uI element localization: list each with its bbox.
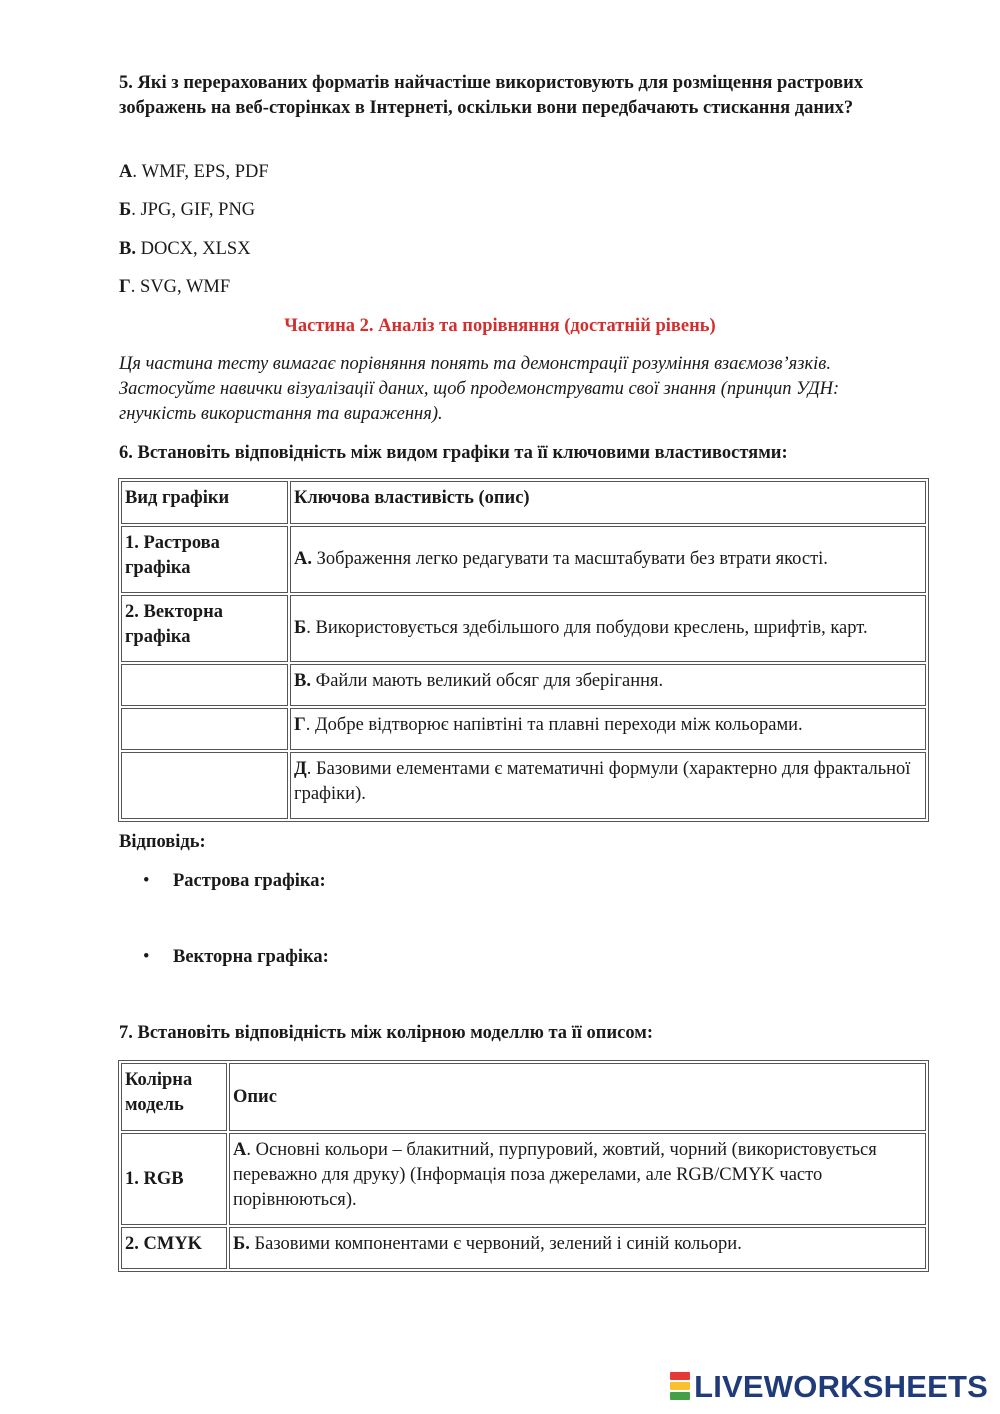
description-letter: А: [233, 1140, 247, 1160]
description-cell: [229, 1227, 926, 1269]
part-2-heading: Частина 2. Аналіз та порівняння (достатній рівень): [284, 316, 716, 336]
question-7-table: [118, 1060, 929, 1272]
property-cell: [290, 752, 926, 819]
property-text: . Базовими елементами є математичні формули (характерно для фрактальної графіки).: [294, 759, 911, 804]
graphic-type-cell: [121, 708, 288, 750]
property-text: Зображення легко редагувати та масштабувати без втрати якості.: [312, 549, 828, 569]
logo-text: LIVEWORKSHEETS: [694, 1368, 988, 1404]
graphic-type-cell: 2. Векторна графіка: [121, 595, 288, 662]
graphic-type-cell: [121, 752, 288, 819]
option-letter: Б: [119, 200, 132, 220]
header-cell: Вид графіки: [121, 481, 288, 524]
option-text: DOCX, XLSX: [135, 239, 251, 259]
option-text: . SVG, WMF: [130, 277, 231, 297]
answer-item-raster: • Растрова графіка:: [173, 869, 326, 894]
option-text: . JPG, GIF, PNG: [131, 200, 256, 220]
table-row: [121, 664, 926, 706]
option-text: . WMF, EPS, PDF: [132, 162, 269, 182]
header-cell: Опис: [229, 1063, 926, 1131]
graphic-type-cell: [121, 664, 288, 706]
table-row: [121, 752, 926, 819]
table-row: [121, 526, 926, 593]
table-header-row: [121, 481, 926, 524]
property-text: Файли мають великий обсяг для зберігання.: [310, 671, 664, 691]
property-cell: [290, 526, 926, 593]
property-cell: [290, 664, 926, 706]
property-letter: Г: [294, 715, 306, 735]
description-cell: [229, 1133, 926, 1225]
option-a: [119, 160, 269, 185]
liveworksheets-logo: [670, 1368, 988, 1404]
table-row: [121, 708, 926, 750]
header-cell: Ключова властивість (опис): [290, 481, 926, 524]
property-letter: В.: [294, 671, 311, 691]
description-letter: Б.: [233, 1234, 250, 1254]
question-6-table: [118, 478, 929, 822]
graphic-type-cell: 1. Растрова графіка: [121, 526, 288, 593]
table-header-row: [121, 1063, 926, 1131]
question-5-text: 5. Які з перерахованих форматів найчастіше використовують для розміщення растрових зображень на веб-сторінках в Інтернеті, оскільки вони передбачають стискання даних?: [119, 73, 864, 118]
table-row: [121, 1133, 926, 1225]
color-model-cell: 2. CMYK: [121, 1227, 227, 1269]
option-letter: В.: [119, 239, 136, 259]
property-letter: Д: [294, 759, 307, 779]
property-text: . Використовується здебільшого для побудови креслень, шрифтів, карт.: [306, 618, 868, 638]
property-text: . Добре відтворює напівтіні та плавні переходи між кольорами.: [305, 715, 803, 735]
description-text: . Основні кольори – блакитний, пурпуровий, жовтий, чорний (використовується переважно для друку) (Інформація поза джерелами, але RGB/CMYK часто порівнюються).: [233, 1140, 877, 1210]
property-letter: А.: [294, 549, 312, 569]
answer-item-vector: • Векторна графіка:: [173, 945, 329, 970]
table-row: [121, 1227, 926, 1269]
option-g: [119, 275, 230, 300]
answer-label: Відповідь:: [119, 832, 206, 852]
question-6-title: 6. Встановіть відповідність між видом графіки та її ключовими властивостями:: [119, 443, 788, 463]
part-2-intro: Ця частина тесту вимагає порівняння понять та демонстрації розуміння взаємозв’язків. Застосуйте навички візуалізації даних, щоб продемонструвати свої знання (принцип УДН: гнучкість використання та вираження).: [119, 354, 840, 424]
property-cell: [290, 708, 926, 750]
logo-mark-icon: [670, 1372, 690, 1400]
header-cell: Колірна модель: [121, 1063, 227, 1131]
question-7-title: 7. Встановіть відповідність між колірною моделлю та її описом:: [119, 1023, 653, 1043]
description-text: Базовими компонентами є червоний, зелений і синій кольори.: [249, 1234, 742, 1254]
option-b: [119, 198, 255, 223]
property-cell: [290, 595, 926, 662]
color-model-cell: 1. RGB: [121, 1133, 227, 1225]
option-letter: А: [119, 162, 133, 182]
option-letter: Г: [119, 277, 131, 297]
property-letter: Б: [294, 618, 307, 638]
table-row: [121, 595, 926, 662]
option-v: [119, 237, 251, 262]
